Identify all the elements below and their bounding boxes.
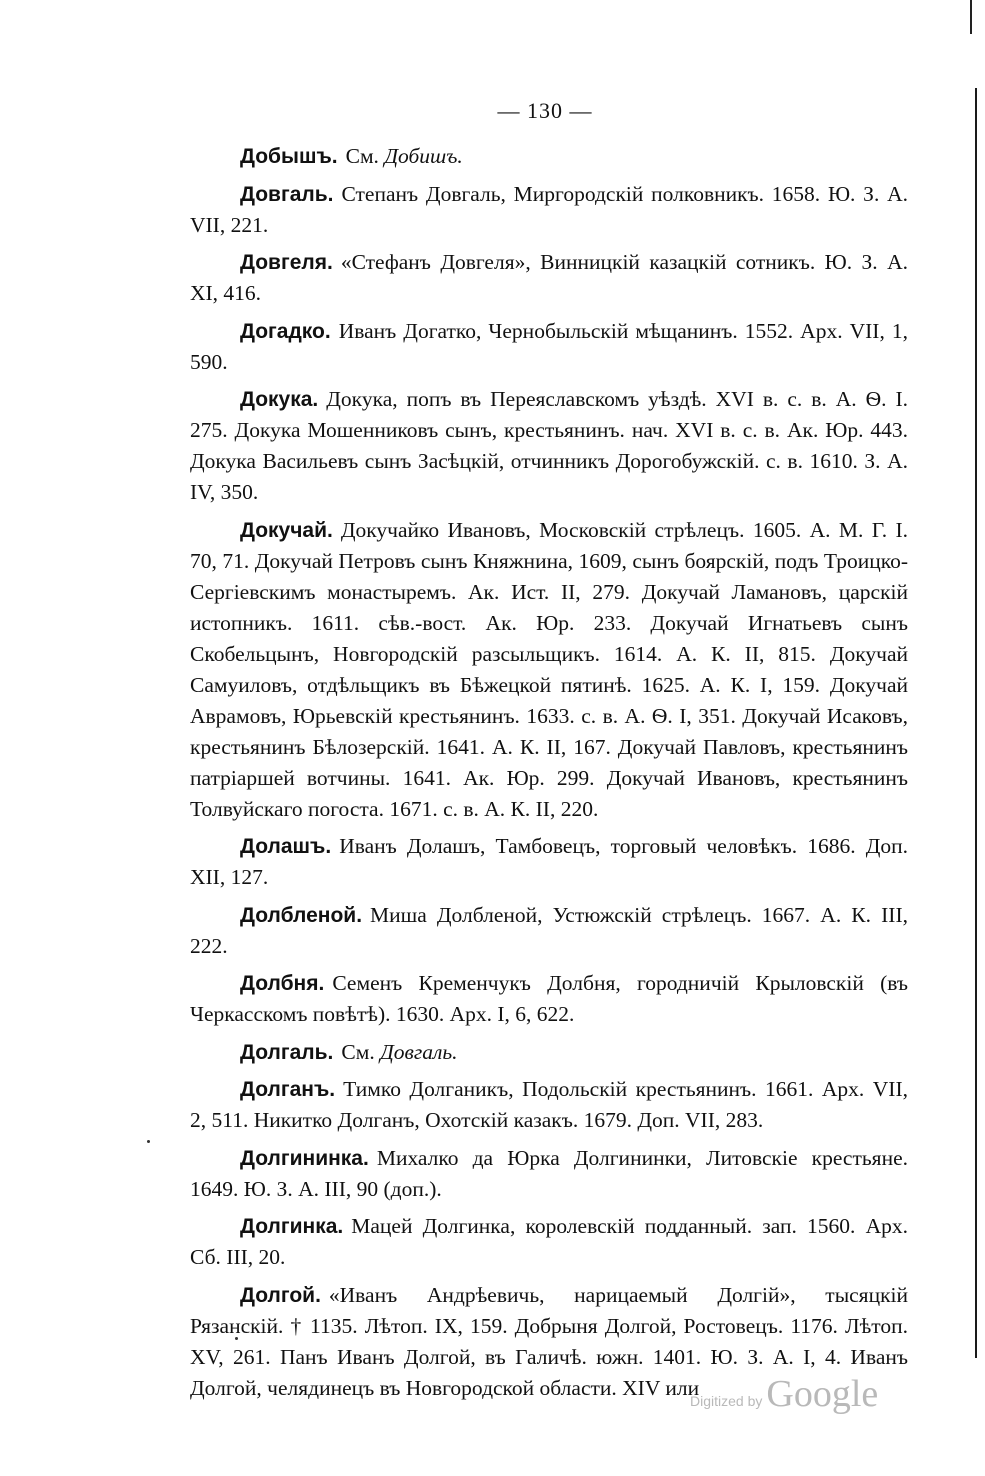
dictionary-entry [190,968,908,1030]
entry-text: «Иванъ Андрѣевичь, нарицаемый Долгій», тысяцкій Рязанскій. † 1135. Лѣтоп. IX, 159. Добрыня Долгой, Ростовецъ. 1176. Лѣтоп. XV, 261. Панъ Иванъ Долгой, въ Галичѣ. южн. 1401. Ю. З. А. I, 4. Иванъ Долгой, челядинецъ въ Новгородской области. XIV или [190,1282,908,1400]
entry-text: Докука, попъ въ Переяславскомъ уѣздѣ. XVI в. с. в. А. Ѳ. I. 275. Докука Мошенниковъ сынъ, крестьянинъ. нач. XVI в. с. в. Ак. Юр. 443. Докука Васильевъ сынъ Засѣцкій, отчинникъ Дорогобужскій. с. в. 1610. З. А. IV, 350. [190,387,908,504]
dictionary-entry [190,1211,908,1273]
entry-text: См. [345,144,379,168]
entry-text: Степанъ Довгаль, Миргородскій полковникъ. 1658. Ю. З. А. VII, 221. [190,181,908,237]
dictionary-text [190,141,908,1410]
dictionary-entry [190,384,908,508]
entry-text: См. [341,1039,375,1064]
dictionary-entry [190,515,908,825]
dictionary-entry [190,179,908,241]
entry-text: Семенъ Кременчукъ Долбня, городничій Крыловскій (въ Черкасскомъ повѣтѣ). 1630. Арх. I, 6, 622. [190,971,908,1026]
entry-see-reference: Добишъ. [384,144,463,168]
entry-headword: Долганъ. [240,1078,336,1101]
scan-edge-line [975,88,977,1358]
dictionary-entry [190,141,908,172]
entry-headword: Долгой. [240,1283,321,1307]
watermark-prefix: Digitized by [690,1393,763,1409]
entry-headword: Долашъ. [240,835,332,858]
entry-headword: Докучай. [240,518,333,542]
entry-text: Докучайко Ивановъ, Московскій стрѣлецъ. 1605. А. М. Г. I. 70, 71. Докучай Петровъ сынъ Княжнина, 1609, сынъ боярскій, подъ Троицко-Сергіевскимъ монастыремъ. Ак. Ист. II, 279. Докучай Ламановъ, царскій истопникъ. 1611. сѣв.-вост. Ак. Юр. 233. Докучай Игнатьевъ сынъ Скобельцынъ, Новгородскій разсыльщикъ. 1614. А. К. II, 815. Докучай Самуиловъ, отдѣльщикъ въ Бѣжецкой пятинѣ. 1625. А. К. I, 159. Докучай Аврамовъ, Юрьевскій крестьянинъ. 1633. с. в. А. Ѳ. I, 351. Докучай Исаковъ, крестьянинъ Бѣлозерскій. 1641. А. К. II, 167. Докучай Павловъ, крестьянинъ патріаршей вотчины. 1641. Ак. Юр. 299. Докучай Ивановъ, крестьянинъ Толвуйскаго погоста. 1671. с. в. А. К. II, 220. [190,517,908,821]
entry-text: «Стефанъ Довгеля», Винницкій казацкій сотникъ. Ю. З. А. XI, 416. [190,250,908,305]
entry-headword: Долгининка. [240,1146,369,1170]
dictionary-entry [190,900,908,962]
entry-text: Михалко да Юрка Долгининки, Литовскіе крестьяне. 1649. Ю. З. А. III, 90 (доп.). [190,1145,908,1201]
dictionary-entry [190,1074,908,1136]
digitized-by-google-watermark [690,1372,878,1416]
entry-text: Миша Долбленой, Устюжскій стрѣлецъ. 1667. А. К. III, 222. [190,902,908,958]
entry-headword: Долбленой. [240,903,363,927]
dictionary-entry [190,247,908,309]
entry-text: Иванъ Долашъ, Тамбовецъ, торговый человѣкъ. 1686. Доп. XII, 127. [190,834,908,889]
entry-headword: Догадко. [240,319,331,343]
dictionary-entry [190,831,908,893]
entry-text: Иванъ Догатко, Чернобыльскій мѣщанинъ. 1552. Арх. VII, 1, 590. [190,318,908,374]
entry-headword: Довгаль. [240,182,334,206]
scan-edge-tick [970,0,972,34]
entry-headword: Добышъ. [240,145,338,168]
page-number: — 130 — [497,98,593,123]
entry-headword: Долгаль. [240,1040,334,1064]
entry-headword: Довгеля. [240,251,333,274]
entry-text: Тимко Долганикъ, Подольскій крестьянинъ. 1661. Арх. VII, 2, 511. Никитко Долганъ, Охотскій казакъ. 1679. Доп. VII, 283. [190,1077,908,1132]
entry-headword: Долгинка. [240,1215,344,1238]
google-logo: Google [766,1373,879,1415]
entry-text: Мацей Долгинка, королевскій подданный. зап. 1560. Арх. Сб. III, 20. [190,1214,908,1269]
entry-headword: Докука. [240,388,319,411]
entry-headword: Долбня. [240,972,325,995]
dictionary-entry [190,316,908,378]
scan-speck [147,1140,150,1143]
entry-see-reference: Довгаль. [380,1039,458,1064]
dictionary-entry [190,1037,908,1068]
dictionary-entry [190,1143,908,1205]
